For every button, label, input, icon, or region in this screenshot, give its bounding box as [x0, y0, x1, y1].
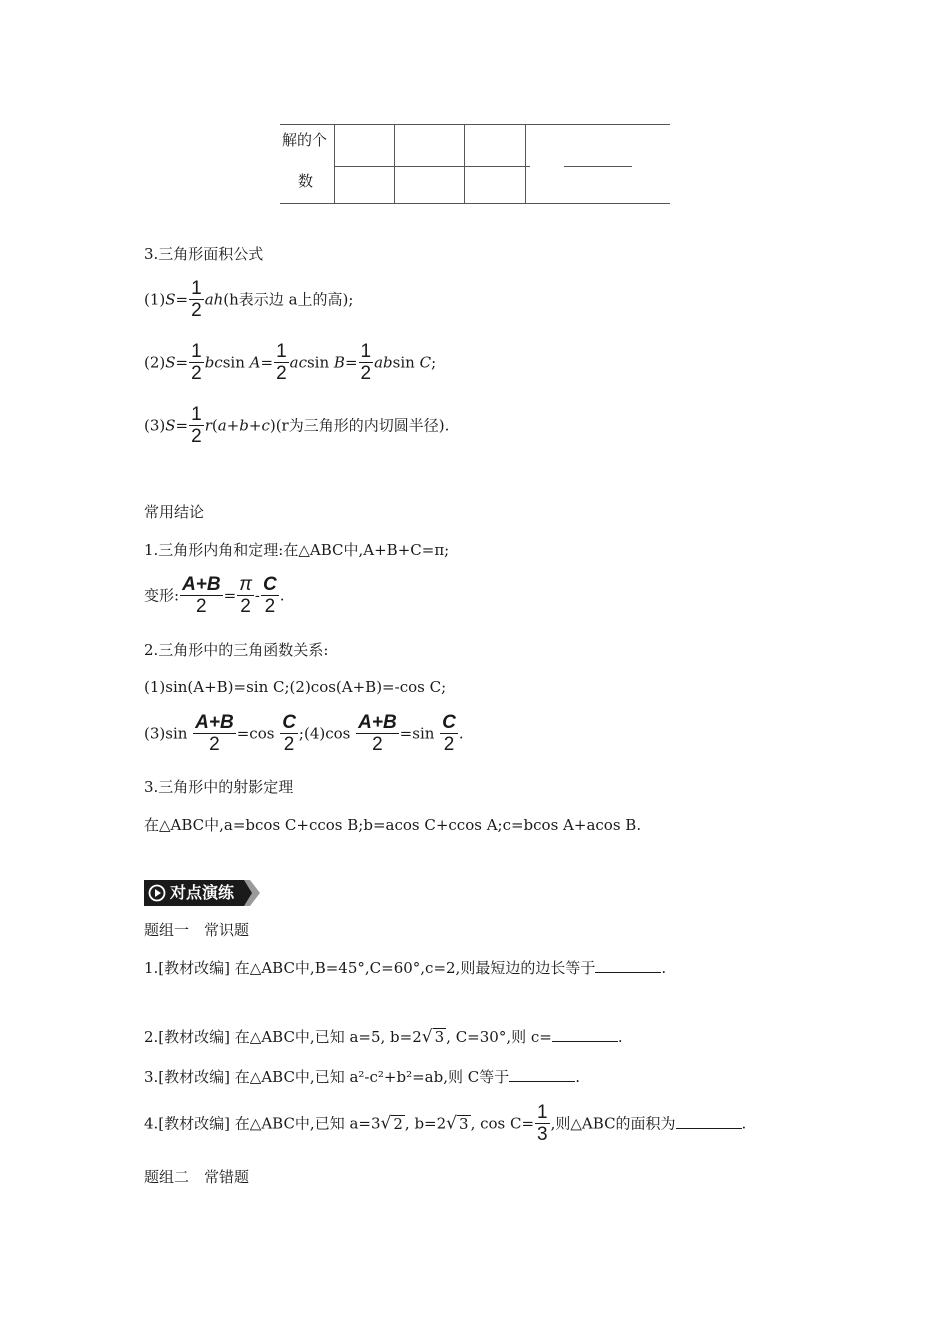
- conclusion-2-line2: (3)sin $\frac{A+B}{2}$ =cos $\frac{C}{2}$ ;(4)cos $\frac{A+B}{2}$ =sin $\frac{C}{2}$ .: [144, 712, 464, 755]
- conclusions-title: 常用结论: [144, 503, 205, 521]
- table-row-header-cont: 数: [298, 172, 314, 190]
- area-formula-1: (1)S= $\frac{1}{2}$ ah(h表示边 a上的高);: [144, 278, 354, 321]
- conclusion-3: 3.三角形中的射影定理: [144, 778, 294, 796]
- conclusion-3-line: 在△ABC中,a=bcos C+ccos B;b=acos C+ccos A;c=bcos A+acos B.: [144, 816, 642, 834]
- question-3: 3.[教材改编] 在△ABC中,已知 a²-c²+b²=ab,则 C等于 .: [144, 1068, 580, 1086]
- badge-label: 对点演练: [170, 883, 235, 902]
- question-1: 1.[教材改编] 在△ABC中,B=45°,C=60°,c=2,则最短边的边长等于 .: [144, 959, 667, 977]
- area-formula-3: (3)S= $\frac{1}{2}$ r(a+b+c)(r为三角形的内切圆半径).: [144, 404, 450, 447]
- area-formula-2: (2)S= $\frac{1}{2}$ bcsin A= $\frac{1}{2}$ acsin B= $\frac{1}{2}$ absin C;: [144, 341, 437, 384]
- group-1-title: 题组一 常识题: [144, 921, 250, 939]
- conclusion-2: 2.三角形中的三角函数关系:: [144, 641, 329, 659]
- group-2-title: 题组二 常错题: [144, 1168, 250, 1186]
- table-row-header: 解的个: [282, 131, 328, 149]
- conclusion-1-transform: 变形: $\frac{A+B}{2}$ = $\frac{\pi}{2}$ - $\frac{C}{2}$ .: [144, 574, 285, 617]
- question-2: 2.[教材改编] 在△ABC中,已知 a=5, b=2√ 3 , C=30°,则 c= .: [144, 1027, 623, 1047]
- conclusion-2-line1: (1)sin(A+B)=sin C;(2)cos(A+B)=-cos C;: [144, 678, 447, 696]
- question-4: 4.[教材改编] 在△ABC中,已知 a=3√ 2 , b=2√ 3 , cos C= $\frac{1}{3}$ ,则△ABC的面积为 .: [144, 1102, 747, 1145]
- area-formula-heading: 3.三角形面积公式: [144, 245, 264, 263]
- practice-badge: [144, 880, 260, 906]
- conclusion-1: 1.三角形内角和定理:在△ABC中,A+B+C=π;: [144, 541, 450, 559]
